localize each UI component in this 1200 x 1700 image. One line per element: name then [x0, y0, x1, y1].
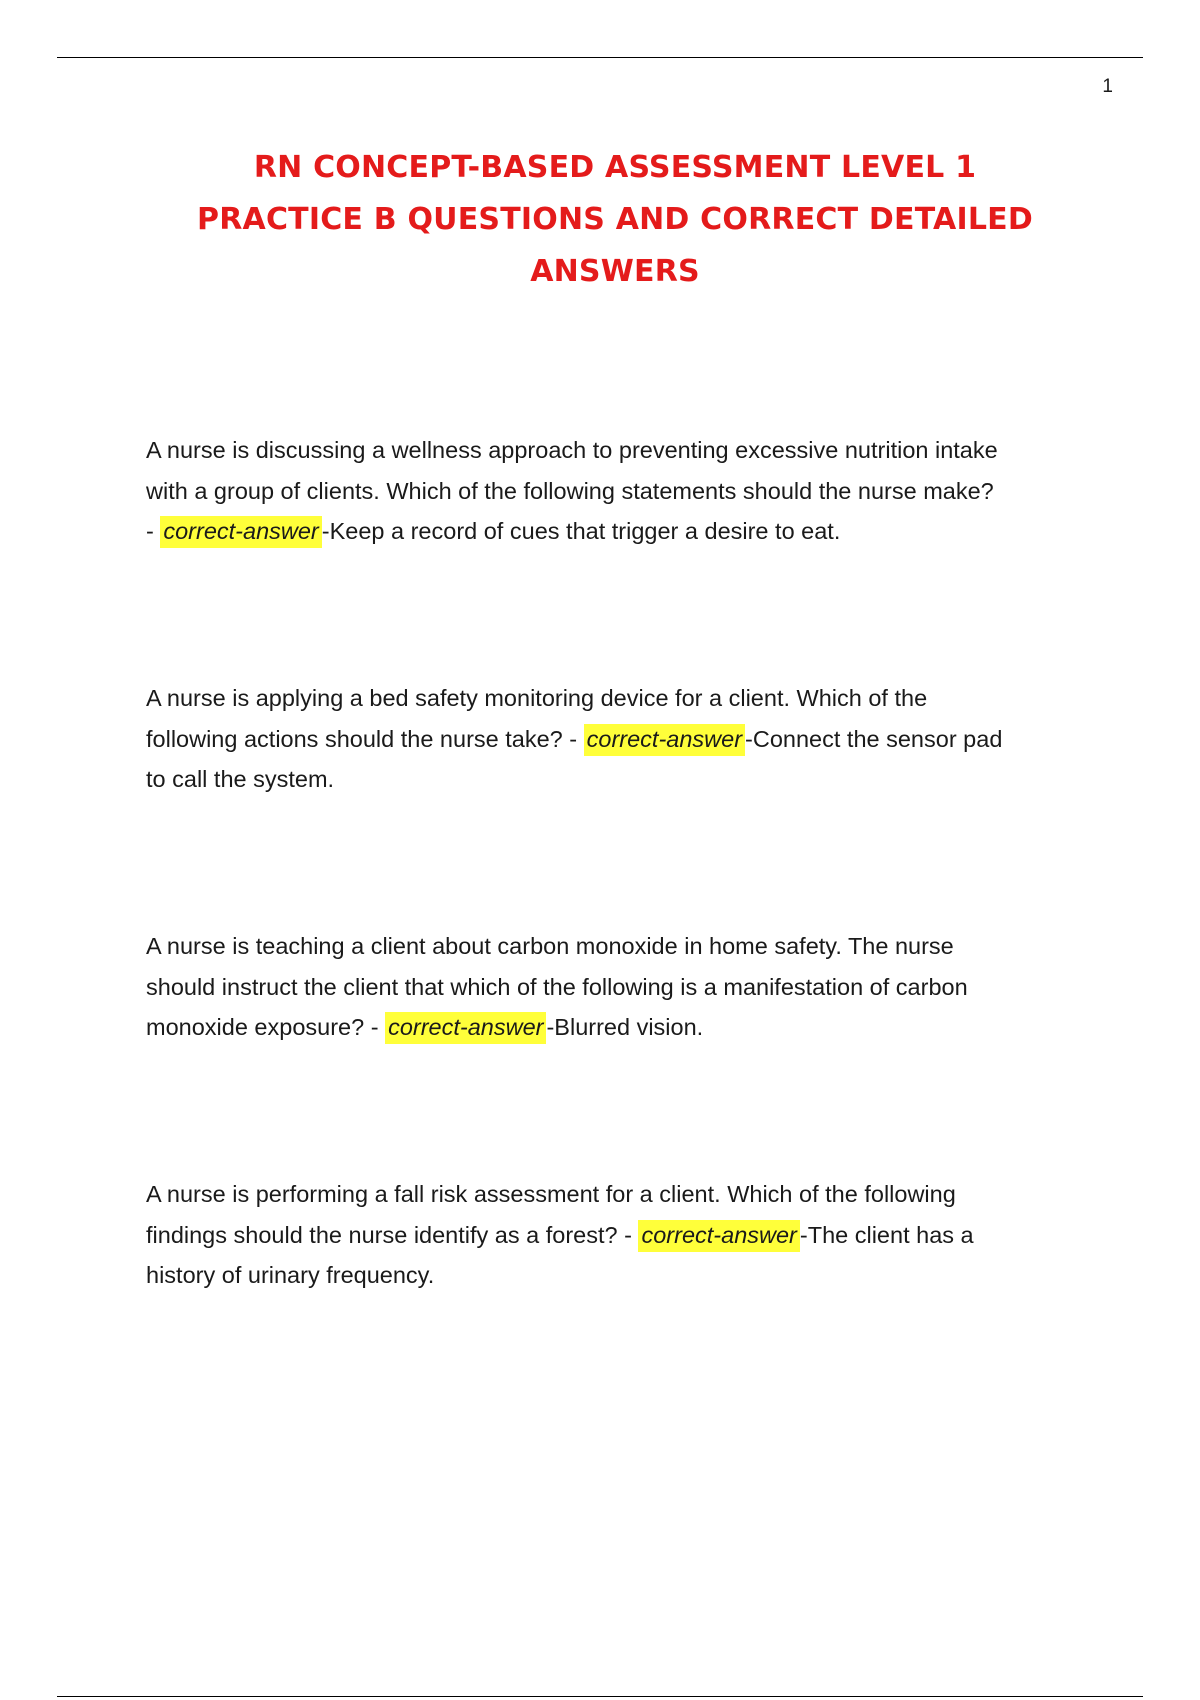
question-line: A nurse is discussing a wellness approach to preventing excessive nutrition intake — [146, 437, 998, 463]
question-answer-2 — [146, 678, 1106, 800]
question-line: A nurse is performing a fall risk assessment for a client. Which of the following — [146, 1181, 956, 1207]
question-answer-4 — [146, 1174, 1106, 1296]
question-text: following actions should the nurse take? - — [146, 725, 584, 752]
title-line-1: RN CONCEPT-BASED ASSESSMENT LEVEL 1 — [253, 150, 977, 185]
answer-text: -The client has a — [799, 1221, 974, 1248]
question-text: monoxide exposure? - — [146, 1014, 386, 1040]
document-title — [120, 142, 1110, 298]
answer-line — [146, 1215, 1106, 1256]
question-line: with a group of clients. Which of the following statements should the nurse make? — [146, 477, 994, 504]
answer-text: -Connect the sensor pad — [745, 725, 1003, 752]
question-text: findings should the nurse identify as a forest? - — [146, 1221, 639, 1248]
correct-answer-tag: correct-answer — [584, 724, 745, 756]
footer-rule — [57, 1696, 1143, 1697]
correct-answer-tag: correct-answer — [160, 516, 321, 548]
question-answer-3 — [146, 926, 1106, 1048]
answer-line — [146, 719, 1106, 760]
answer-text: -Keep a record of cues that trigger a desire to eat. — [321, 518, 841, 544]
question-line: A nurse is applying a bed safety monitoring device for a client. Which of the — [146, 685, 928, 711]
answer-text: -Blurred vision. — [546, 1014, 704, 1040]
question-line: A nurse is teaching a client about carbon monoxide in home safety. The nurse — [146, 933, 954, 959]
answer-line — [146, 511, 1106, 552]
page-number: 1 — [1102, 76, 1113, 97]
answer-text: history of urinary frequency. — [146, 1262, 435, 1288]
title-line-3: ANSWERS — [530, 254, 700, 289]
question-line: should instruct the client that which of the following is a manifestation of carbon — [146, 973, 968, 1000]
answer-text: to call the system. — [146, 766, 335, 792]
answer-prefix: - — [146, 518, 161, 544]
correct-answer-tag: correct-answer — [638, 1220, 799, 1252]
question-answer-1 — [146, 430, 1106, 552]
title-line-2: PRACTICE B QUESTIONS AND CORRECT DETAILED — [197, 202, 1033, 237]
header-rule — [57, 57, 1143, 58]
correct-answer-tag: correct-answer — [385, 1012, 546, 1044]
answer-line — [146, 1007, 1106, 1048]
